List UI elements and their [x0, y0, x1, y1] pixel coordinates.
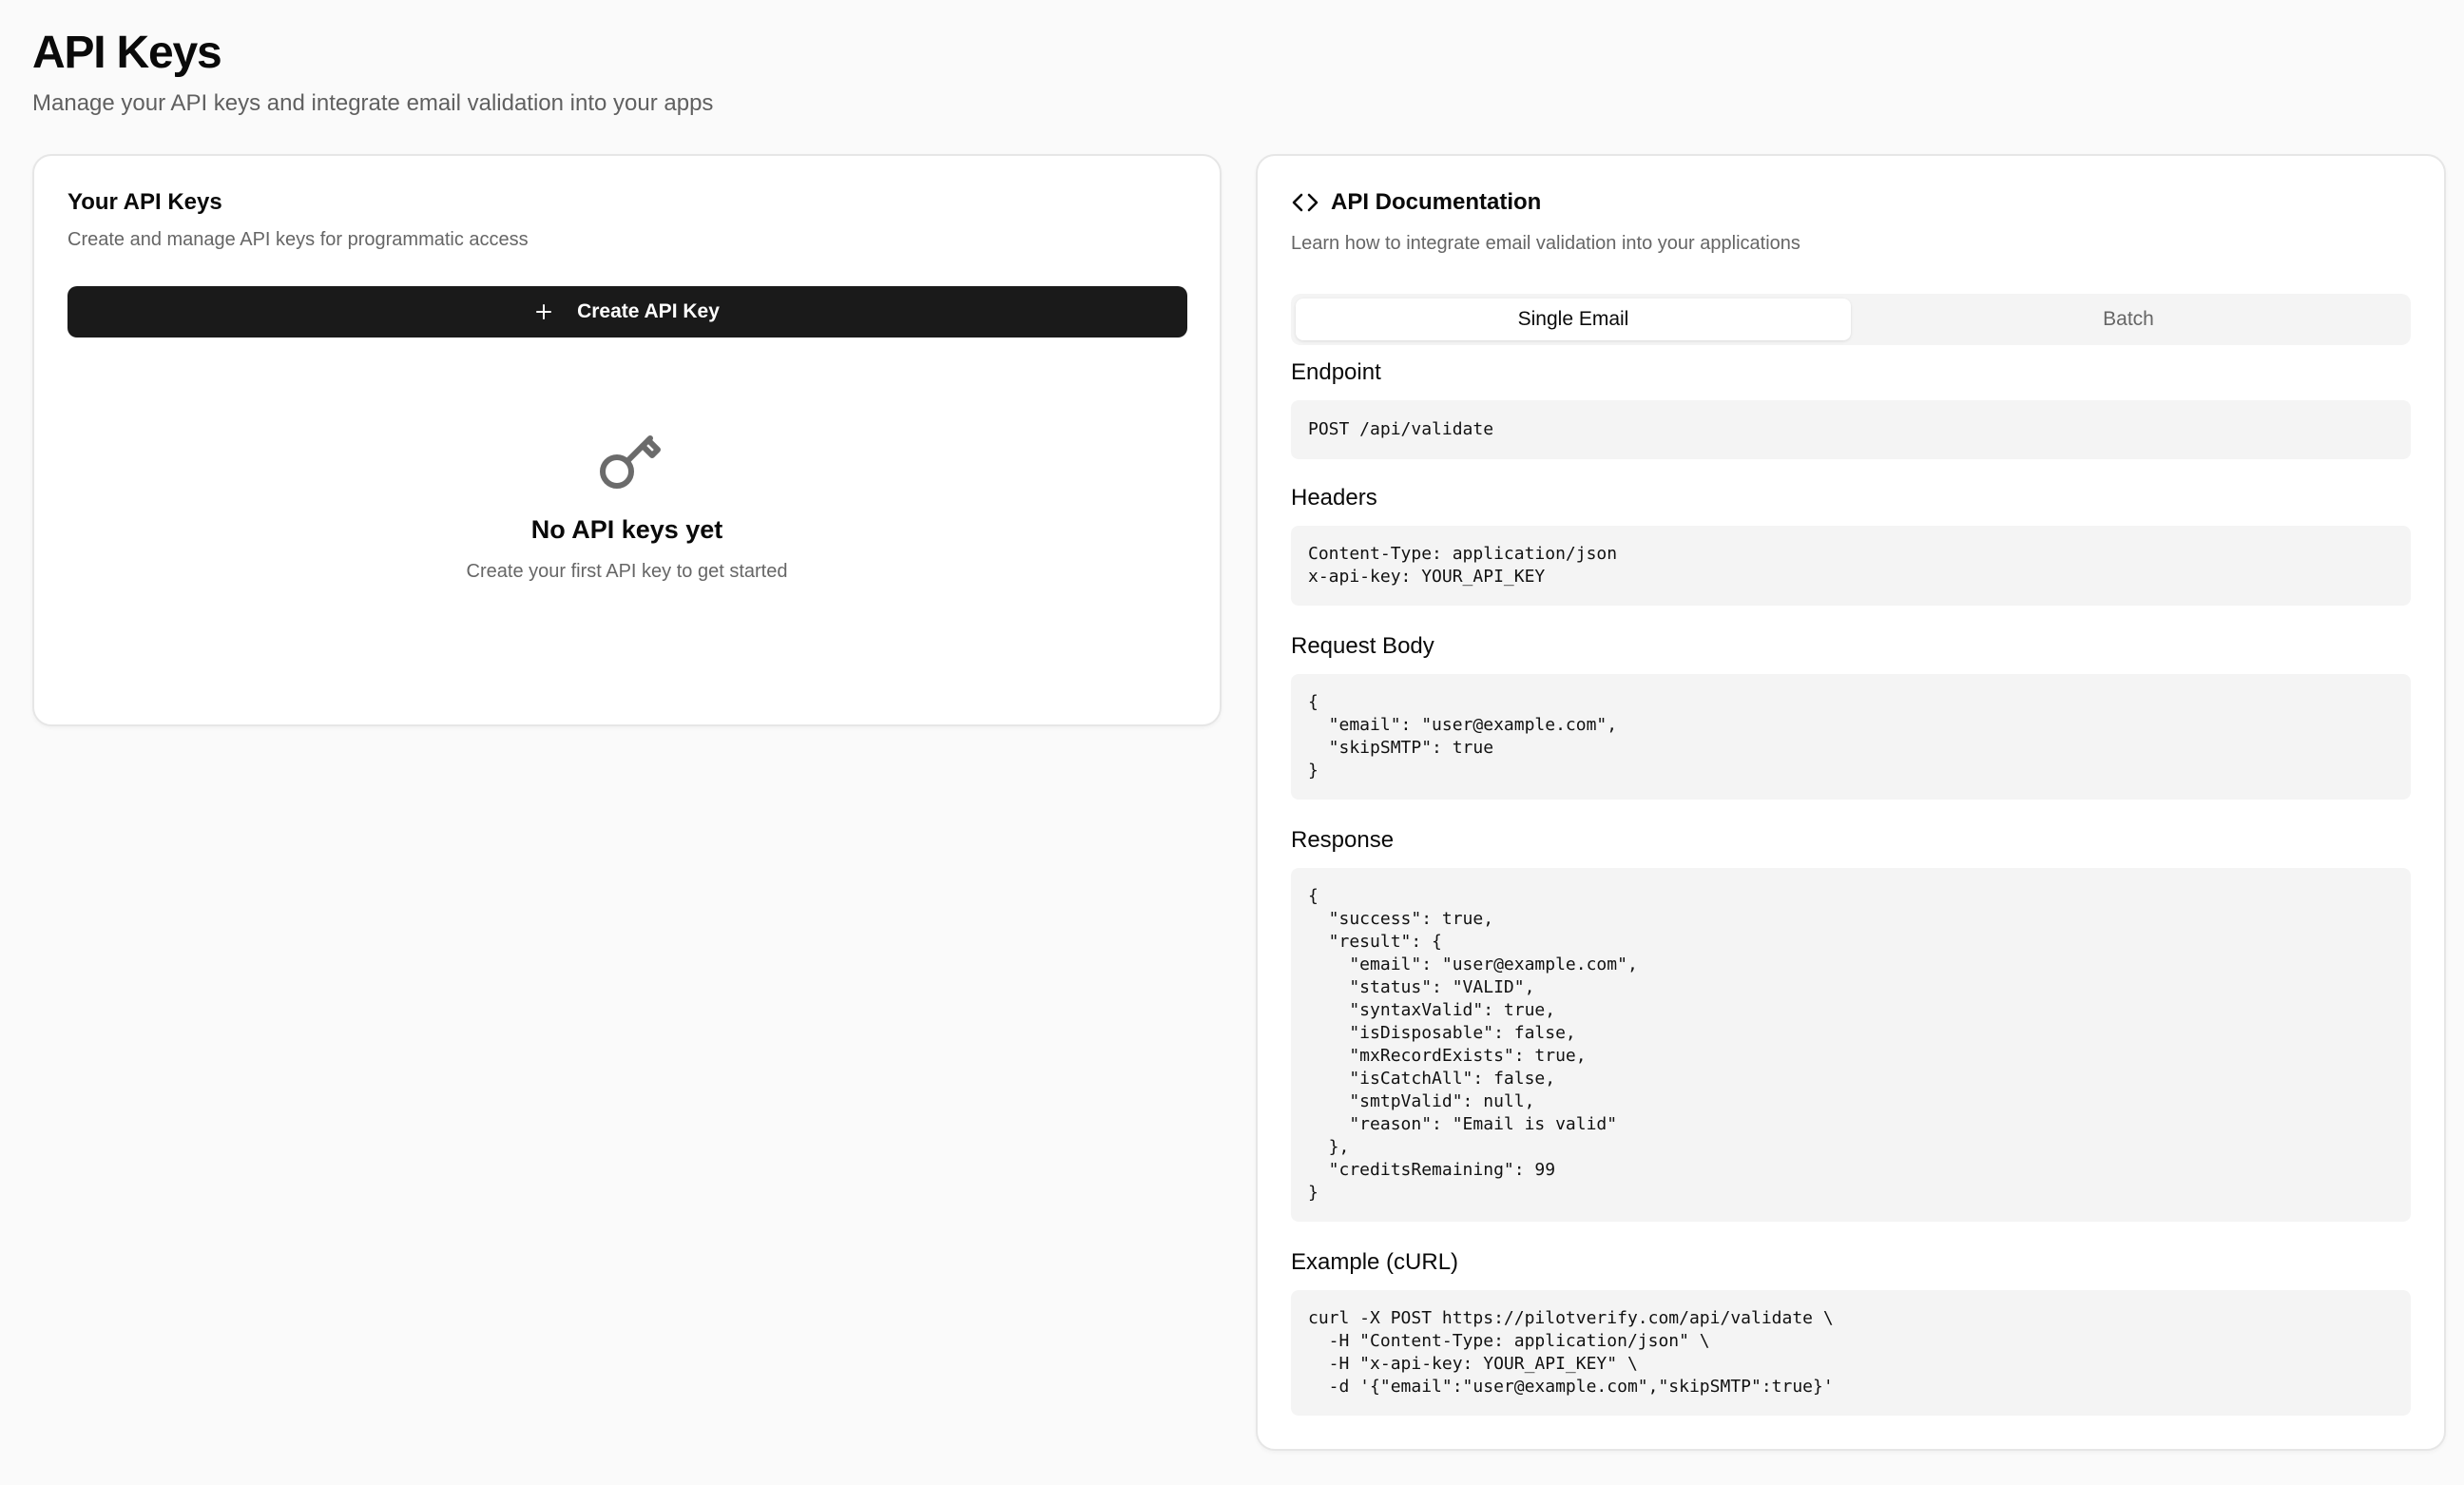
empty-state-description: Create your first API key to get started — [466, 561, 788, 582]
page-title: API Keys — [32, 28, 221, 78]
empty-state-title: No API keys yet — [530, 515, 723, 544]
curl-example-code: curl -X POST https://pilotverify.com/api/validate \ -H "Content-Type: application/json" \ -H "x-api-key: YOUR_API_KEY" \ -d '{"email":"user@example.com","skipSMTP":true}' — [1291, 1290, 2411, 1416]
create-api-key-label: Create API Key — [577, 300, 720, 322]
empty-state — [34, 427, 1220, 585]
api-documentation-header — [1291, 186, 1541, 219]
documentation-tabs — [1291, 294, 2411, 345]
tab-batch[interactable]: Batch — [2103, 308, 2154, 330]
api-documentation-description: Learn how to integrate email validation into your applications — [1291, 233, 1800, 254]
api-keys-card — [32, 154, 1222, 726]
api-documentation-card — [1256, 154, 2446, 1451]
api-keys-card-title: Your API Keys — [67, 189, 222, 215]
response-code: { "success": true, "result": { "email": "user@example.com", "status": "VALID", "syntaxValid": true, "isDisposable": false, "mxRecordExists": true, "isCatchAll": false, "smtpValid": null, "reason": "Email is valid" }, "creditsRemaining": 99 } — [1291, 868, 2411, 1222]
create-api-key-button[interactable] — [67, 286, 1187, 338]
headers-label: Headers — [1291, 485, 1377, 511]
request-body-label: Request Body — [1291, 633, 1434, 659]
api-keys-card-description: Create and manage API keys for programmatic access — [67, 229, 529, 250]
api-documentation-title: API Documentation — [1331, 189, 1542, 215]
curl-example-label: Example (cURL) — [1291, 1249, 1459, 1275]
request-body-code: { "email": "user@example.com", "skipSMTP": true } — [1291, 674, 2411, 800]
endpoint-label: Endpoint — [1291, 359, 1381, 385]
code-icon — [1291, 188, 1319, 217]
page-subtitle: Manage your API keys and integrate email validation into your apps — [32, 90, 714, 116]
response-label: Response — [1291, 827, 1395, 853]
tab-single-email[interactable]: Single Email — [1296, 299, 1851, 340]
key-icon — [593, 427, 662, 495]
plus-icon — [535, 303, 552, 320]
headers-code: Content-Type: application/json x-api-key: YOUR_API_KEY — [1291, 526, 2411, 606]
endpoint-code: POST /api/validate — [1291, 400, 2411, 459]
